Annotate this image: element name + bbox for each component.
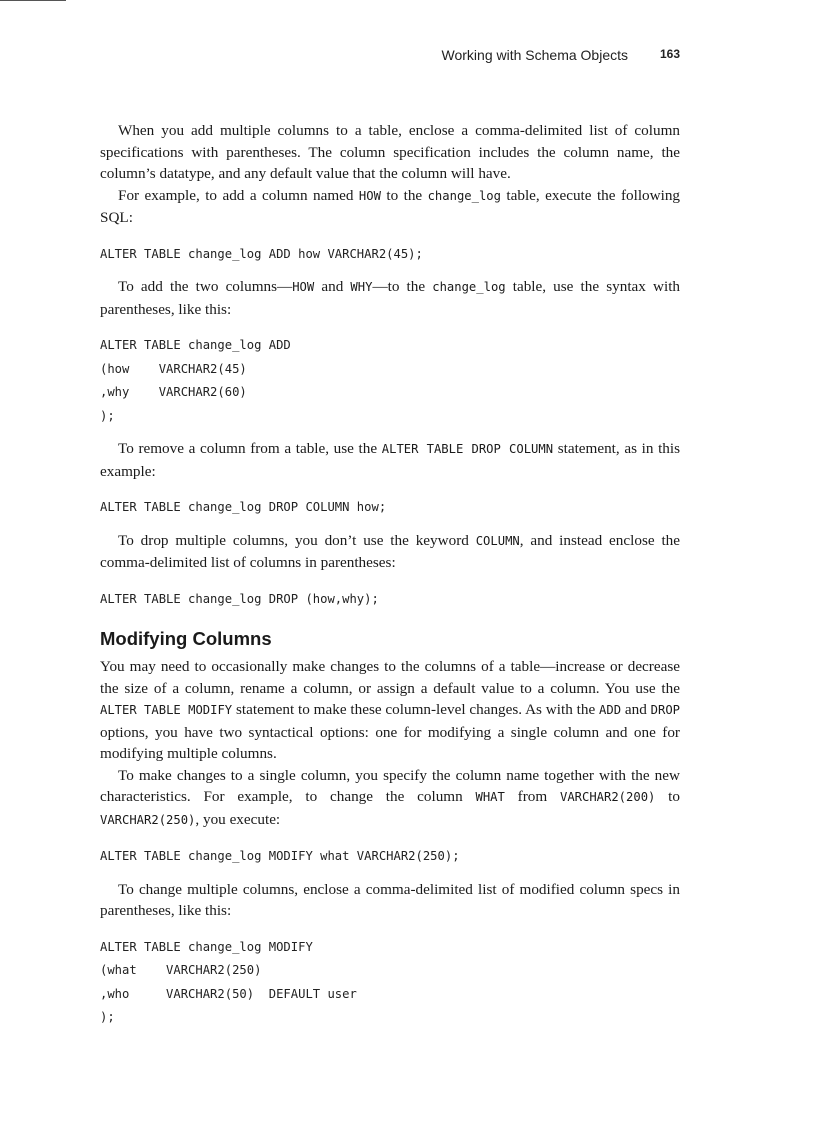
inline-code: VARCHAR2(250) bbox=[100, 812, 196, 827]
inline-code: change_log bbox=[427, 188, 501, 203]
code-block-modify-single: ALTER TABLE change_log MODIFY what VARCHAR2(250); bbox=[100, 849, 460, 863]
code-block-add-column: ALTER TABLE change_log ADD how VARCHAR2(45); bbox=[100, 246, 423, 261]
paragraph-add-example bbox=[100, 185, 680, 229]
inline-code: change_log bbox=[432, 280, 506, 294]
page-body bbox=[100, 120, 680, 1030]
text-run: , you execute: bbox=[195, 810, 281, 828]
text-run: to the bbox=[380, 186, 428, 204]
text-run: table, execute the following SQL: bbox=[100, 186, 681, 226]
text-run: , and instead enclose the comma-delimited list of columns in parentheses: bbox=[100, 531, 680, 571]
paragraph-modify-single bbox=[100, 765, 680, 832]
code-block-add-multiple: ALTER TABLE change_log ADD (how VARCHAR2(45) ,why VARCHAR2(60) ); bbox=[100, 338, 291, 423]
inline-code: COLUMN bbox=[475, 533, 520, 548]
section-heading: Modifying Columns bbox=[100, 628, 272, 649]
inline-code: WHY bbox=[350, 280, 373, 294]
code-block-modify-multiple: ALTER TABLE change_log MODIFY (what VARCHAR2(250) ,who VARCHAR2(50) DEFAULT user ); bbox=[100, 939, 357, 1024]
inline-code: ALTER TABLE DROP COLUMN bbox=[381, 442, 554, 456]
paragraph-modify-multiple: To change multiple columns, enclose a comma-delimited list of modified column specs in parentheses, like this: bbox=[100, 880, 680, 919]
text-run: to bbox=[655, 788, 680, 805]
code-block-drop-multiple: ALTER TABLE change_log DROP (how,why); bbox=[100, 591, 379, 606]
text-run: statement to make these column-level changes. As with the bbox=[232, 701, 600, 718]
text-run: table, use the syntax with parentheses, like this: bbox=[100, 278, 681, 318]
inline-code: ADD bbox=[599, 703, 622, 717]
corner-rule bbox=[0, 0, 66, 1]
text-run: and bbox=[621, 701, 651, 718]
text-run: from bbox=[504, 788, 560, 805]
running-title: Working with Schema Objects bbox=[441, 47, 628, 63]
inline-code: HOW bbox=[358, 188, 381, 203]
text-run: You may need to occasionally make changes to the columns of a table—increase or decrease the size of a column, rename a column, or assign a default value to a column. You use the bbox=[100, 658, 680, 697]
inline-code: WHAT bbox=[475, 790, 505, 804]
text-run: To drop multiple columns, you don’t use the keyword bbox=[118, 531, 476, 549]
text-run: For example, to add a column named bbox=[118, 186, 359, 204]
text-run: To remove a column from a table, use the bbox=[118, 440, 382, 457]
paragraph-drop-column bbox=[100, 438, 680, 482]
code-block-drop-column: ALTER TABLE change_log DROP COLUMN how; bbox=[100, 500, 387, 514]
inline-code: DROP bbox=[650, 703, 680, 717]
text-run: statement, as in this example: bbox=[100, 440, 681, 480]
inline-code: VARCHAR2(200) bbox=[559, 790, 656, 804]
text-run: options, you have two syntactical options: one for modifying a single column and one for modifying multiple columns. bbox=[100, 723, 680, 762]
page-header bbox=[100, 47, 680, 67]
text-run: and bbox=[314, 278, 351, 295]
paragraph-modify-intro bbox=[100, 656, 680, 765]
text-run: —to the bbox=[372, 278, 433, 295]
inline-code: ALTER TABLE MODIFY bbox=[100, 703, 233, 717]
text-run: To add the two columns— bbox=[118, 278, 293, 295]
paragraph-add-two bbox=[100, 276, 680, 320]
paragraph-drop-multiple bbox=[100, 530, 680, 574]
text-run: To make changes to a single column, you specify the column name together with the new characteristics. For example, to change the column bbox=[100, 766, 680, 805]
inline-code: HOW bbox=[292, 280, 315, 294]
paragraph-add-multiple: When you add multiple columns to a table, enclose a comma-delimited list of column specifications with parentheses. The column specification includes the column name, the column’s datatype, and any default value that the column will have. bbox=[100, 122, 680, 182]
page-number: 163 bbox=[659, 47, 680, 61]
